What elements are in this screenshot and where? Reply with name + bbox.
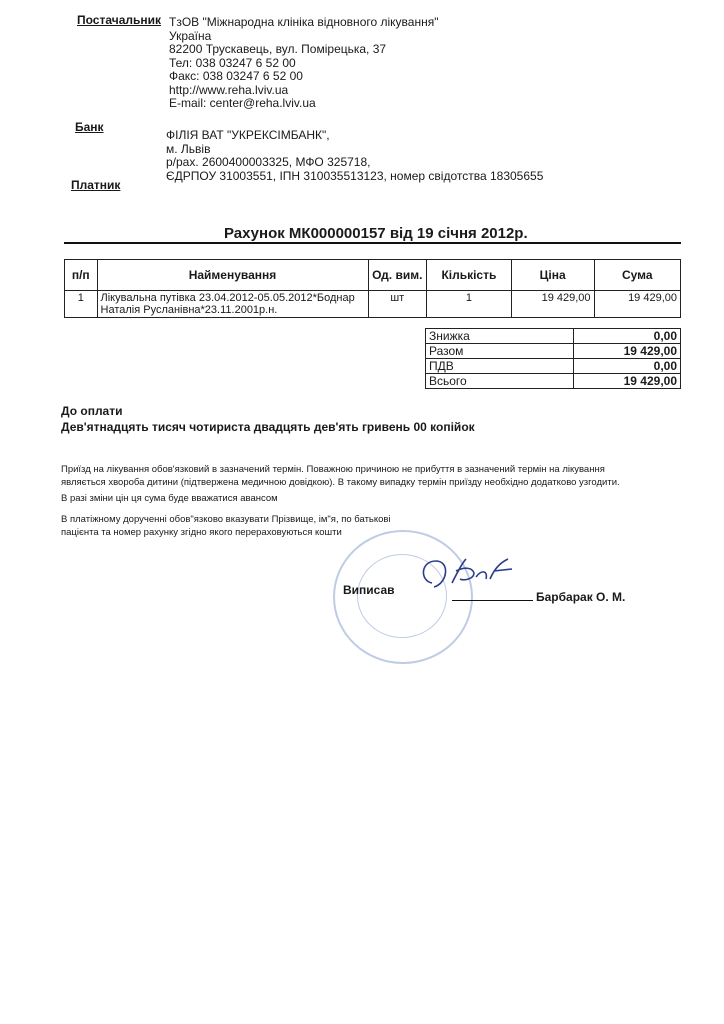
header-num: п/п [65,260,98,291]
supplier-fax: Факс: 038 03247 6 52 00 [169,69,303,83]
arrival-note [61,464,620,489]
totals-row [426,344,681,359]
header-qty: Кількість [427,260,512,291]
payment-note-line2: пацієнта та номер рахунку згідно якого перераховуються кошти [61,526,342,538]
totals-row [426,374,681,389]
table-header-row [65,260,681,291]
row-name-line1: Лікувальна путівка 23.04.2012-05.05.2012*Боднар [100,292,355,304]
total-label: Всього [426,374,574,389]
signature-line [452,600,533,601]
supplier-block [169,16,438,111]
header-unit: Од. вим. [368,260,427,291]
invoice-title: Рахунок МК000000157 від 19 січня 2012р. [224,225,528,242]
supplier-address: 82200 Трускавець, вул. Помірецька, 37 [169,42,387,56]
issued-by-label: Виписав [343,583,395,597]
total-value: 19 429,00 [574,374,681,389]
bank-account: р/рах. 2600400003325, МФО 325718, [166,155,371,169]
arrival-note-line1: Приїзд на лікування обов'язковий в зазначений термін. Поважною причиною не прибуття в зазначений термін на лікування [61,464,605,475]
supplier-email: E-mail: center@reha.lviv.ua [169,96,316,110]
vat-value: 0,00 [574,359,681,374]
discount-value: 0,00 [574,329,681,344]
subtotal-label: Разом [426,344,574,359]
bank-city: м. Львів [166,141,211,156]
header-name: Найменування [97,260,368,291]
vat-label: ПДВ [426,359,574,374]
bank-block [166,129,543,183]
row-sum: 19 429,00 [594,291,680,318]
row-qty: 1 [427,291,512,318]
title-rule [64,242,681,244]
signer-name: Барбарак О. М. [536,590,626,604]
totals-row [426,359,681,374]
to-pay-label: До оплати [61,404,123,418]
totals-table [425,328,681,389]
signature-scribble [412,553,532,605]
row-name [97,291,368,318]
row-unit: шт [368,291,427,318]
header-price: Ціна [511,260,594,291]
row-price: 19 429,00 [511,291,594,318]
row-num: 1 [65,291,98,318]
totals-row [426,329,681,344]
bank-name: ФІЛІЯ ВАТ "УКРЕКСІМБАНК", [166,128,330,142]
payer-label: Платник [71,178,121,192]
table-row [65,291,681,318]
amount-in-words: Дев'ятнадцять тисяч чотириста двадцять дев'ять гривень 00 копійок [61,420,475,434]
supplier-name: ТзОВ "Міжнародна клініка відновного лікування" [169,15,439,29]
bank-codes: ЄДРПОУ 31003551, ІПН 310035513123, номер свідотства 18305655 [166,168,544,183]
arrival-note-line2: являється хвороба дитини (підтвержена медичною довідкою). В такому випадку термін приїзду необхідно додатково узгодити. [61,476,620,488]
supplier-phone: Тел: 038 03247 6 52 00 [169,55,296,70]
bank-label: Банк [75,120,104,134]
supplier-country: Україна [169,28,212,43]
header-sum: Сума [594,260,680,291]
supplier-label: Постачальник [77,13,161,27]
discount-label: Знижка [426,329,574,344]
price-change-note: В разі зміни цін ця сума буде вважатися авансом [61,493,278,504]
items-table [64,259,681,318]
subtotal-value: 19 429,00 [574,344,681,359]
payment-note-line1: В платіжному дорученні обов"язково вказувати Прізвище, ім"я, по батькові [61,514,391,525]
row-name-line2: Наталія Русланівна*23.11.2001р.н. [100,304,278,316]
supplier-website: http://www.reha.lviv.ua [169,82,289,97]
payment-note [61,514,391,539]
